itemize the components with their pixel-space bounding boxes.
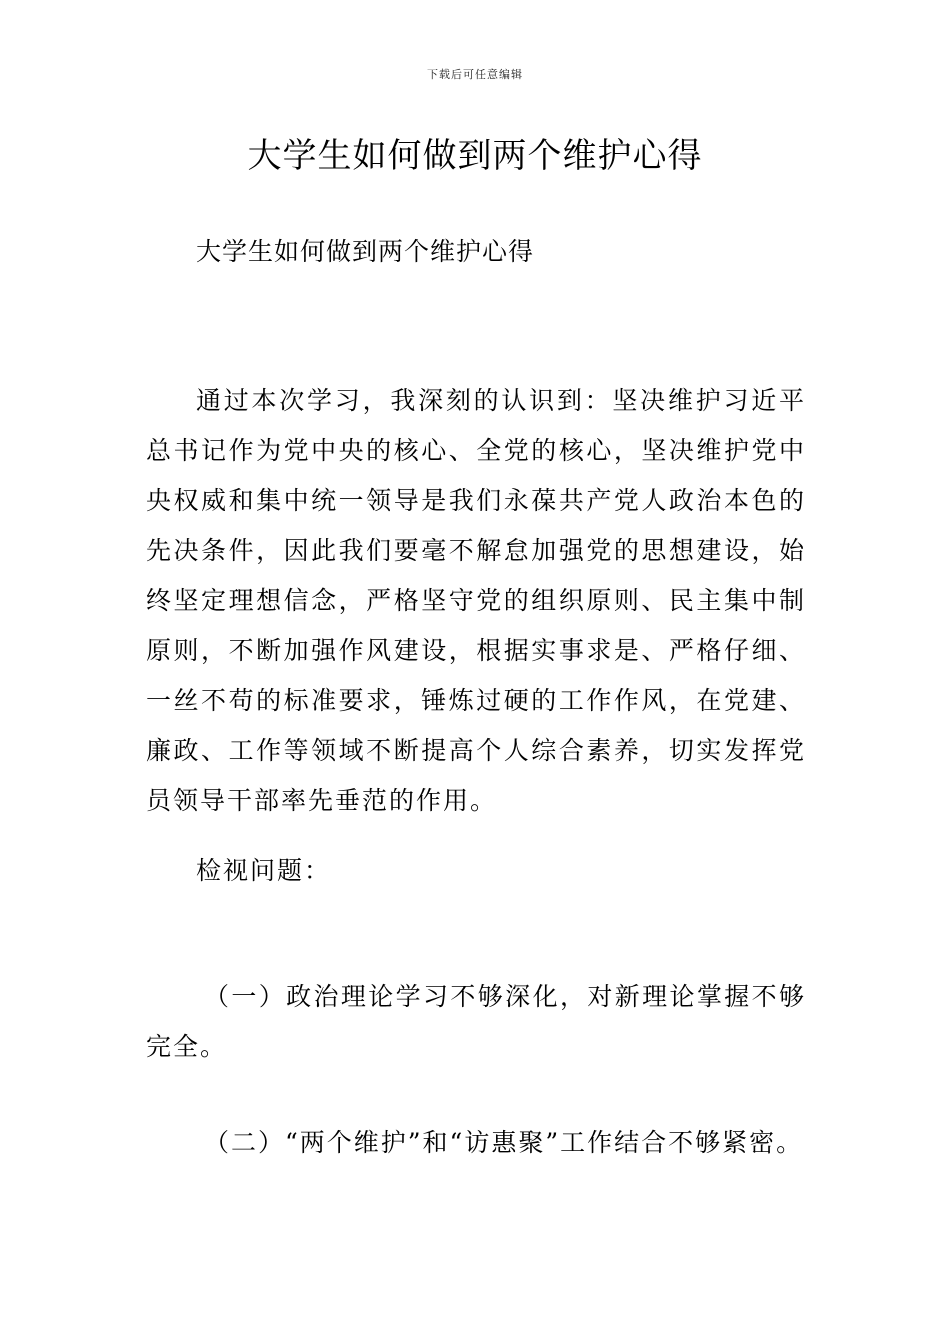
paragraph-issue-one: （一）政治理论学习不够深化，对新理论掌握不够完全。 [146, 982, 806, 1061]
paragraph-review-heading [146, 846, 806, 896]
paragraph-intro: 通过本次学习，我深刻的认识到：坚决维护习近平总书记作为党中央的核心、全党的核心，坚决维护党中央权威和集中统一领导是我们永葆共产党人政治本色的先决条件，因此我们要毫不解怠加强党的思想建设，始终坚定理想信念，严格坚守党的组织原则、民主集中制原则，不断加强作风建设，根据实事求是、严格仔细、一丝不苟的标准要求，锤炼过硬的工作作风，在党建、廉政、工作等领域不断提高个人综合素养，切实发挥党员领导干部率先垂范的作用。 [146, 386, 806, 815]
document-title: 大学生如何做到两个维护心得 [247, 136, 703, 176]
document-subtitle: 大学生如何做到两个维护心得 [196, 237, 535, 266]
header-note: 下载后可任意编辑 [427, 68, 523, 81]
review-heading-text: 检视问题： [196, 856, 332, 885]
paragraph-issue-two: （二）“两个维护”和“访惠聚”工作结合不够紧密。 [204, 1128, 804, 1157]
